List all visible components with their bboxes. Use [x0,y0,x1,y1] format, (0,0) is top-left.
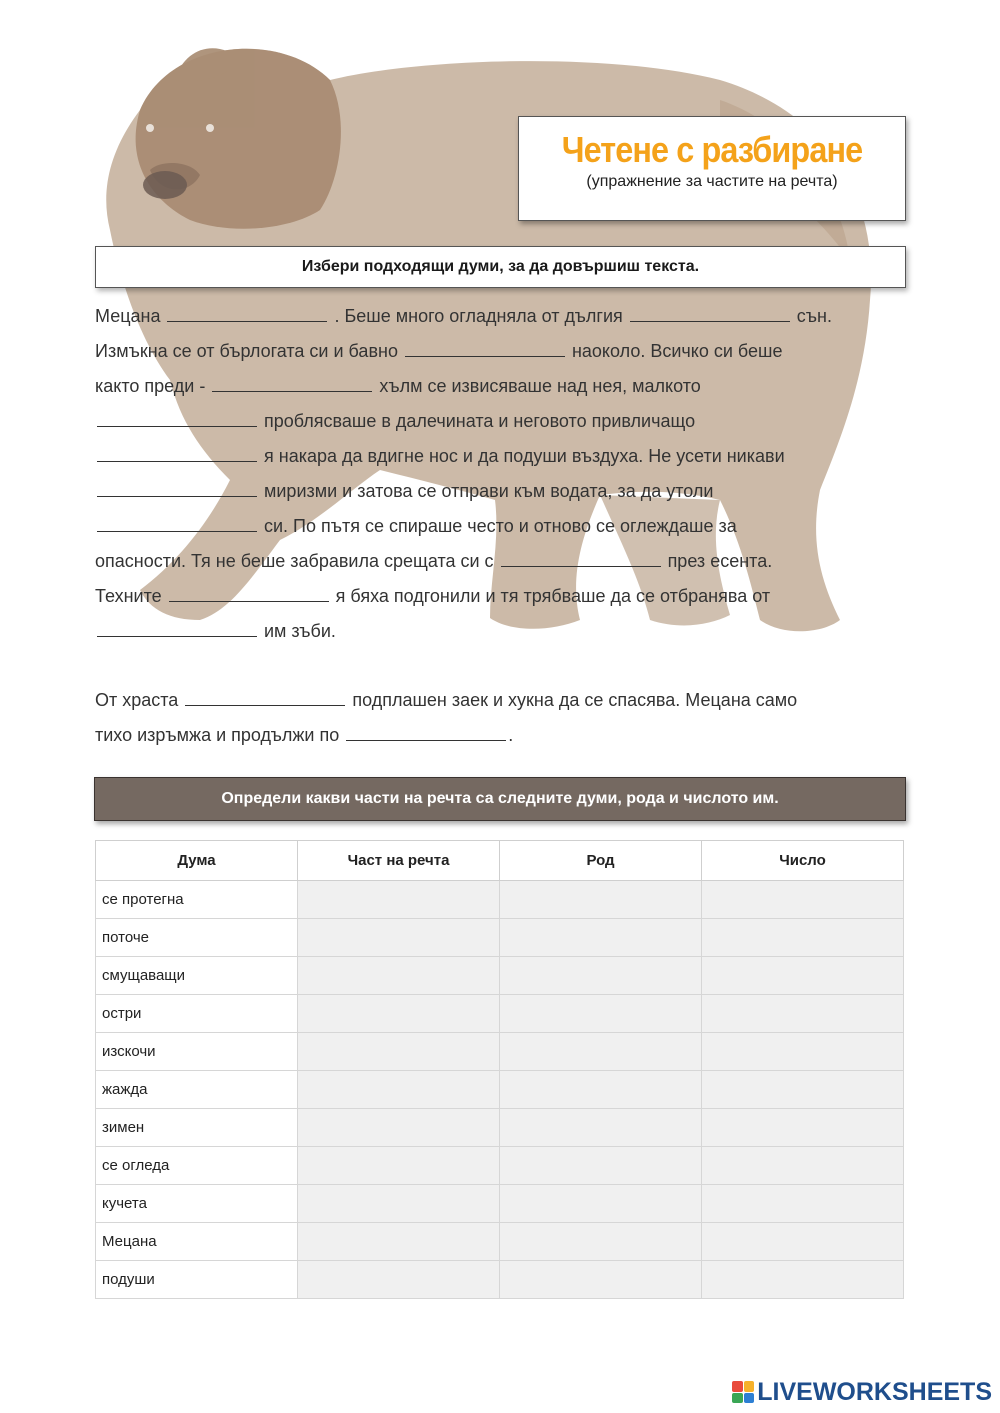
header-word: Дума [96,841,298,881]
part-of-speech-cell[interactable] [298,881,500,919]
table-row [96,1147,904,1185]
part-of-speech-cell[interactable] [298,1109,500,1147]
text-segment: Измъкна се от бърлогата си и бавно [95,341,403,361]
part-of-speech-cell[interactable] [298,1185,500,1223]
title-box [518,116,906,221]
gender-cell[interactable] [500,995,702,1033]
text-segment: както преди - [95,376,211,396]
number-cell[interactable] [702,995,904,1033]
text-line [95,474,905,509]
gender-cell[interactable] [500,1261,702,1299]
part-of-speech-cell[interactable] [298,1033,500,1071]
worksheet-title: Четене с разбиране [561,129,863,170]
text-line [95,404,905,439]
table-row [96,1109,904,1147]
worksheet-subtitle: (упражнение за частите на речта) [586,173,838,190]
part-of-speech-cell[interactable] [298,1261,500,1299]
text-segment: От храста [95,690,184,710]
table-row [96,1071,904,1109]
table-row [96,1033,904,1071]
number-cell[interactable] [702,1223,904,1261]
instruction-fill-text: Избери подходящи думи, за да довършиш текста. [95,246,906,288]
answer-blank[interactable] [169,583,329,602]
answer-blank[interactable] [212,373,372,392]
answer-blank[interactable] [97,443,257,462]
number-cell[interactable] [702,1261,904,1299]
text-segment: . [508,725,514,745]
header-number: Число [702,841,904,881]
word-cell: поточе [96,919,298,957]
number-cell[interactable] [702,919,904,957]
table-row [96,1185,904,1223]
text-segment: тихо изръмжа и продължи по [95,725,345,745]
text-segment: им зъби. [259,621,336,641]
answer-blank[interactable] [97,408,257,427]
word-cell: се огледа [96,1147,298,1185]
answer-blank[interactable] [501,548,661,567]
text-segment: си. По пътя се спираше често и отново се оглеждаше за [259,516,737,536]
word-cell: кучета [96,1185,298,1223]
text-line [95,299,905,334]
text-line [95,509,905,544]
fill-paragraph-1 [95,299,905,649]
text-line [95,718,905,753]
logo-text: LIVEWORKSHEETS [757,1377,992,1406]
text-segment: опасности. Тя не беше забравила срещата си с [95,551,499,571]
gender-cell[interactable] [500,919,702,957]
answer-blank[interactable] [167,303,327,322]
word-cell: Мецана [96,1223,298,1261]
text-segment: хълм се извисяваше над нея, малкото [374,376,701,396]
gender-cell[interactable] [500,1033,702,1071]
gender-cell[interactable] [500,1071,702,1109]
answer-blank[interactable] [97,478,257,497]
text-segment: миризми и затова се отправи към водата, за да утоли [259,481,714,501]
answer-blank[interactable] [97,618,257,637]
text-segment: наоколо. Всичко си беше [566,341,783,361]
table-row [96,1261,904,1299]
gender-cell[interactable] [500,881,702,919]
text-line [95,334,905,369]
header-gender: Род [500,841,702,881]
answer-blank[interactable] [346,722,506,741]
text-segment: Техните [95,586,167,606]
word-cell: остри [96,995,298,1033]
text-segment: я бяха подгонили и тя трябваше да се отбранява от [330,586,771,606]
number-cell[interactable] [702,957,904,995]
number-cell[interactable] [702,1147,904,1185]
table-row [96,957,904,995]
gender-cell[interactable] [500,1185,702,1223]
table-row [96,919,904,957]
text-segment: Мецана [95,306,166,326]
answer-blank[interactable] [185,687,345,706]
number-cell[interactable] [702,1071,904,1109]
part-of-speech-cell[interactable] [298,1071,500,1109]
word-cell: изскочи [96,1033,298,1071]
text-segment: през есента. [662,551,773,571]
word-cell: подуши [96,1261,298,1299]
number-cell[interactable] [702,1109,904,1147]
liveworksheets-logo-icon [732,1381,754,1403]
gender-cell[interactable] [500,1109,702,1147]
answer-blank[interactable] [630,303,790,322]
answer-blank[interactable] [405,338,565,357]
text-line [95,439,905,474]
text-segment: я накара да вдигне нос и да подуши въздуха. Не усети никави [259,446,785,466]
table-row [96,1223,904,1261]
text-line [95,683,905,718]
instruction-parts-of-speech: Определи какви части на речта са следните думи, рода и числото им. [94,777,906,821]
gender-cell[interactable] [500,1223,702,1261]
part-of-speech-cell[interactable] [298,1223,500,1261]
table-row [96,995,904,1033]
fill-paragraph-2 [95,683,905,753]
number-cell[interactable] [702,1033,904,1071]
liveworksheets-logo [732,1379,992,1405]
number-cell[interactable] [702,1185,904,1223]
text-line [95,579,905,614]
number-cell[interactable] [702,881,904,919]
table-row [96,881,904,919]
part-of-speech-cell[interactable] [298,919,500,957]
text-segment: проблясваше в далечината и неговото привличащо [259,411,696,431]
word-cell: смущаващи [96,957,298,995]
text-line [95,544,905,579]
table-header-row [96,841,904,881]
part-of-speech-cell[interactable] [298,995,500,1033]
word-cell: зимен [96,1109,298,1147]
text-segment: подплашен заек и хукна да се спасява. Мецана само [347,690,798,710]
part-of-speech-cell[interactable] [298,957,500,995]
gender-cell[interactable] [500,957,702,995]
gender-cell[interactable] [500,1147,702,1185]
word-cell: жажда [96,1071,298,1109]
parts-of-speech-table [95,840,904,1299]
part-of-speech-cell[interactable] [298,1147,500,1185]
text-segment: сън. [791,306,832,326]
answer-blank[interactable] [97,513,257,532]
word-cell: се протегна [96,881,298,919]
text-line [95,369,905,404]
text-line [95,614,905,649]
header-part-of-speech: Част на речта [298,841,500,881]
text-segment: . Беше много огладняла от дългия [329,306,628,326]
